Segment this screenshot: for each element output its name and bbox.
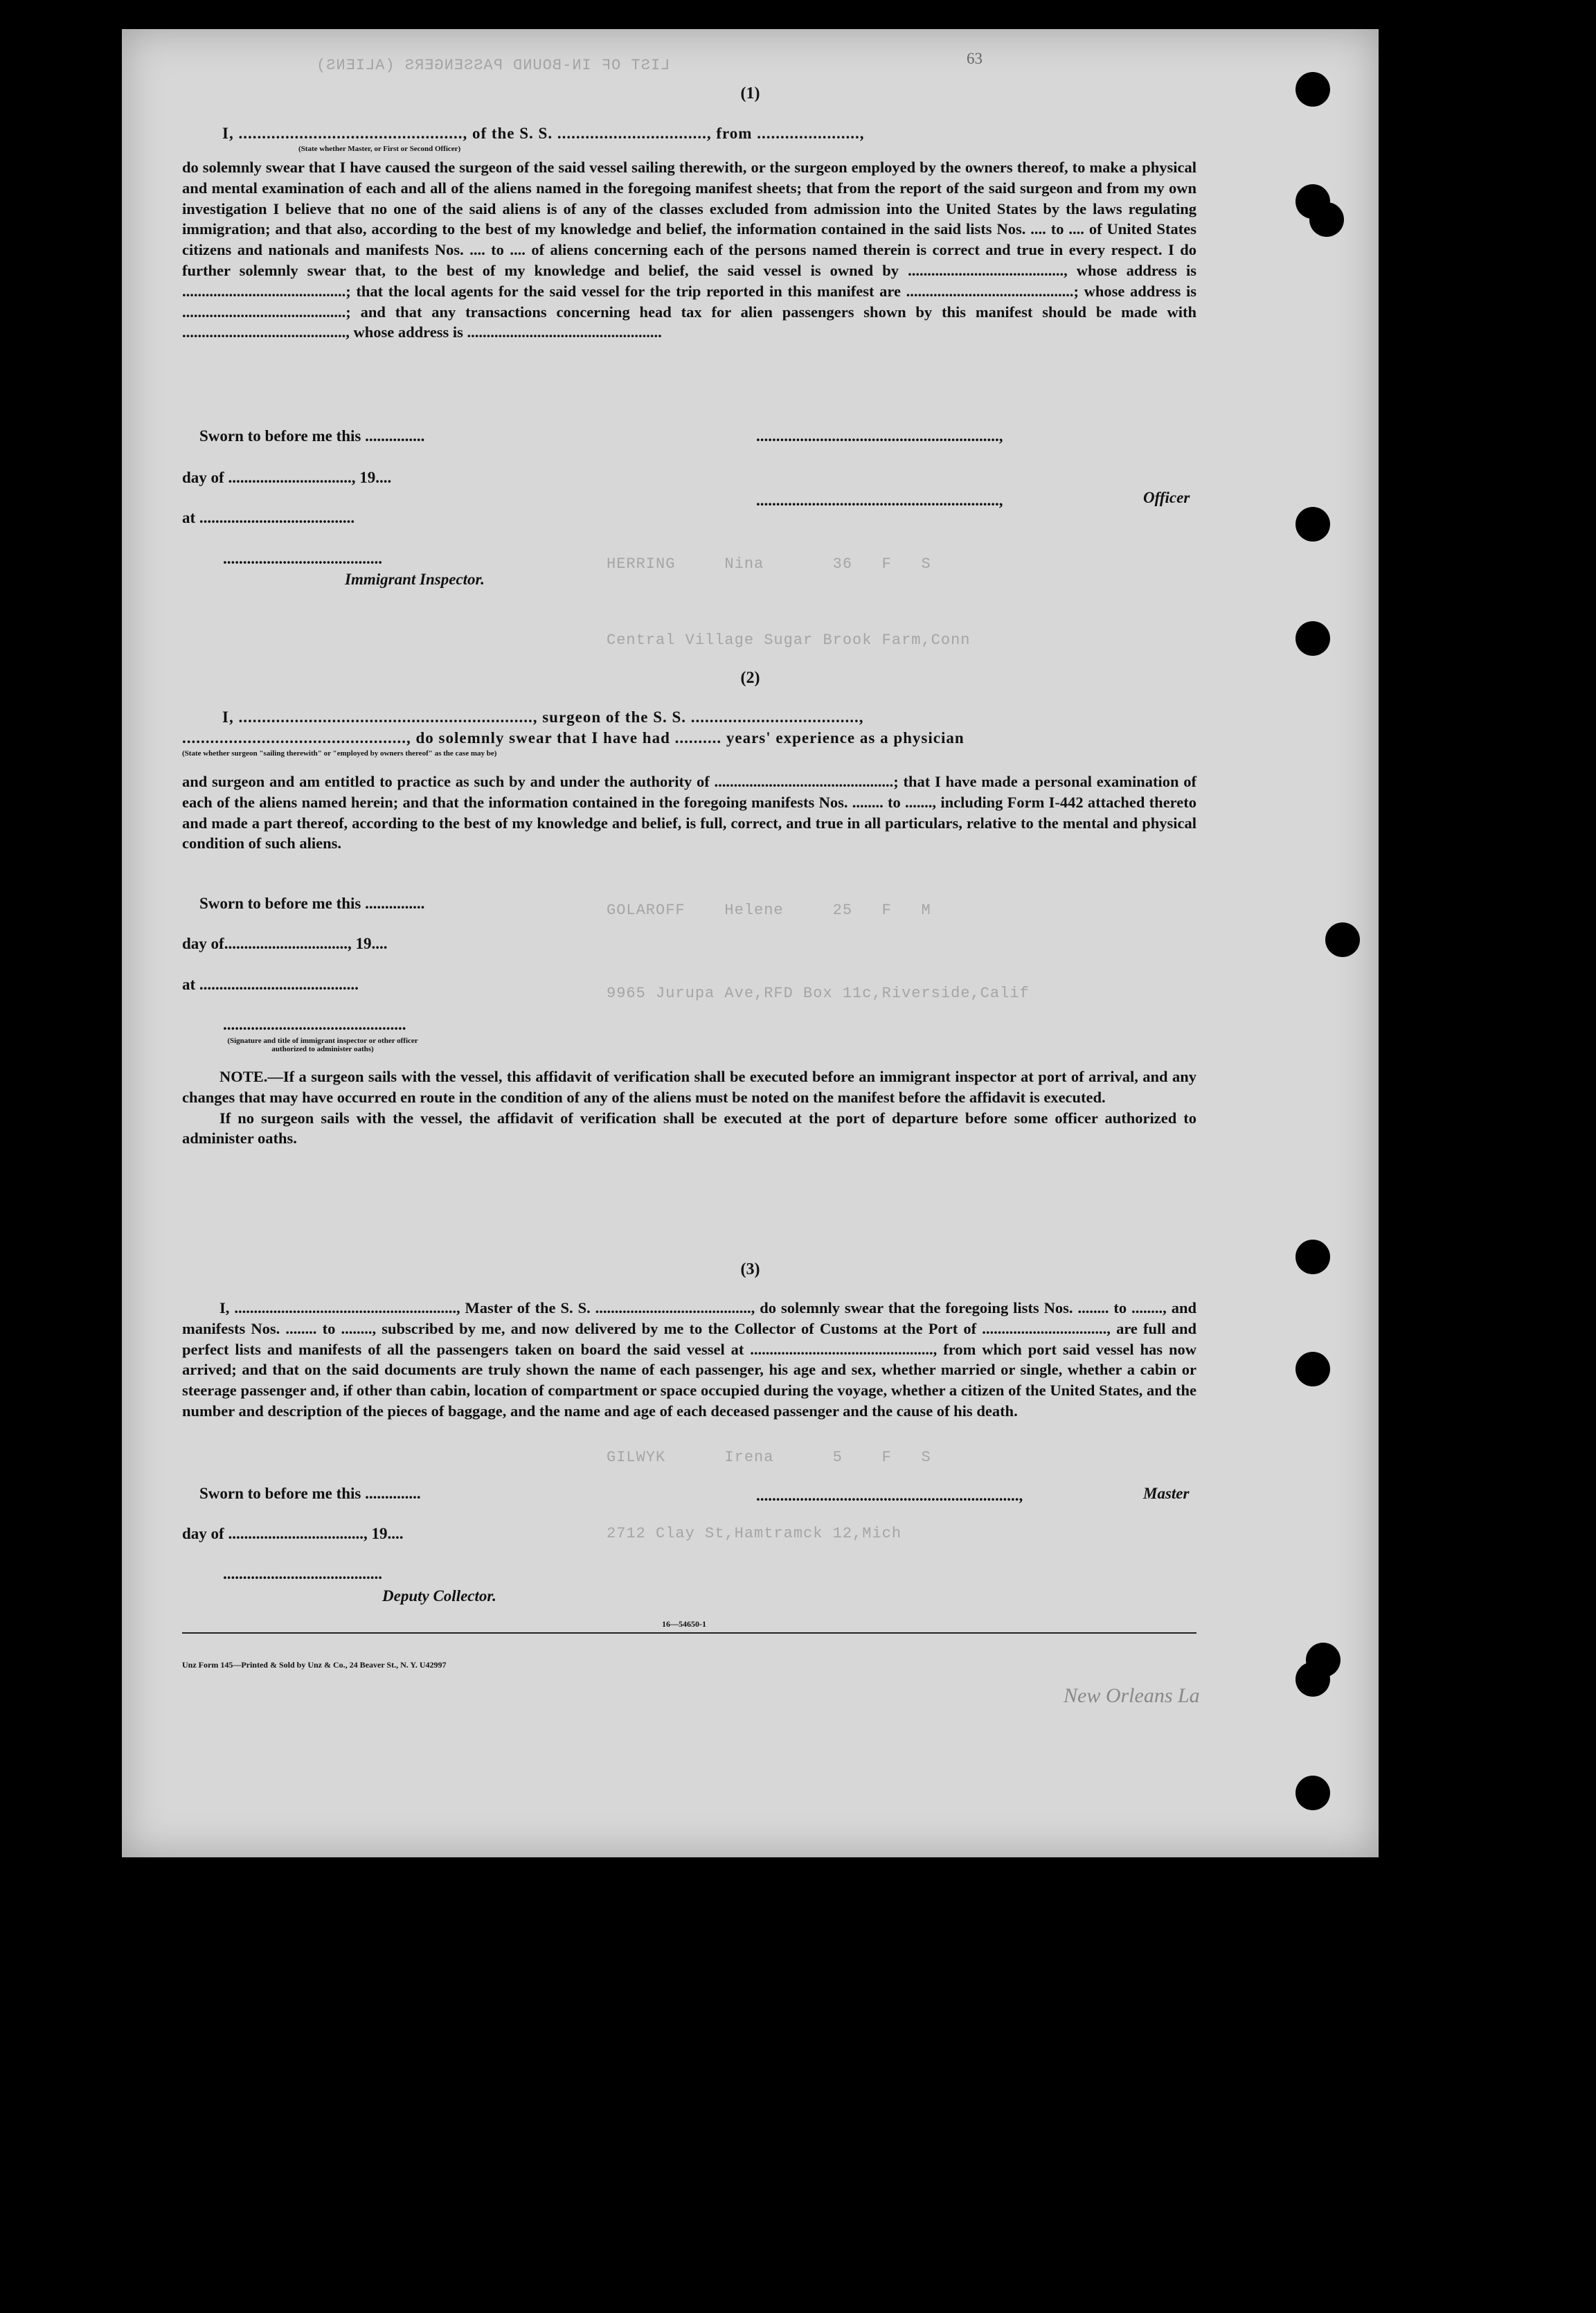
section-1-day: day of ..............................., 19.... — [182, 469, 392, 486]
section-2-paragraph — [182, 771, 1196, 854]
footer-rule — [182, 1632, 1196, 1634]
bleed-through: 9965 Jurupa Ave,RFD Box 11c,Riverside,Calif — [607, 985, 1030, 1002]
section-3-sworn: Sworn to before me this .............. — [199, 1485, 421, 1502]
handwritten-note: New Orleans La — [1064, 1684, 1200, 1707]
section-2-line-1: I, ..............................................................., surgeon of the S. S. ...................................., — [222, 708, 864, 726]
header-number: 63 — [967, 50, 983, 67]
punch-hole — [1295, 1776, 1330, 1810]
section-1-oath-caption: (State whether Master, or First or Second Officer) — [298, 145, 461, 153]
section-3-master-label: Master — [1143, 1485, 1190, 1502]
section-3-collector-label: Deputy Collector. — [382, 1587, 496, 1605]
punch-hole — [1295, 621, 1330, 656]
section-1-inspector-label: Immigrant Inspector. — [345, 571, 485, 588]
manifest-page — [122, 29, 1379, 1857]
section-1-signature-line: ........................................ — [223, 550, 382, 567]
bleed-through: GILWYK Irena 5 F S — [607, 1449, 931, 1466]
punch-hole — [1295, 1662, 1330, 1697]
bleed-through: Central Village Sugar Brook Farm,Conn — [607, 632, 971, 649]
section-3-day: day of .................................., 19.... — [182, 1525, 404, 1542]
section-2-paragraph-text: and surgeon and am entitled to practice as such by and under the authority of ..............................................; that I have made a personal examination of each of the aliens named herein; and that the information contained in the foregoing manifests Nos. ........ to ......., including Form I-442 attached thereto and made a part thereof, according to the best of my knowledge and belief, is full, correct, and true in all particulars, relative to the mental and physical condition of such aliens. — [182, 773, 1196, 852]
section-3-master-line: .................................................................., — [756, 1487, 1023, 1504]
section-1-paragraph — [182, 157, 1196, 343]
section-2-signature-line: .............................................. — [223, 1016, 406, 1033]
section-2-signature-caption-text: (Signature and title of immigrant inspector or other officer authorized to administer oaths) — [227, 1037, 418, 1053]
section-2-number: (2) — [740, 669, 760, 687]
section-2-line-2: ................................................, do solemnly swear that I have had .......... years' experience as a physician — [182, 729, 965, 747]
section-1-sworn: Sworn to before me this ............... — [199, 427, 425, 445]
section-2-caption: (State whether surgeon "sailing therewith" or "employed by owners thereof" as the case may be) — [182, 749, 497, 758]
bleed-through: HERRING Nina 36 F S — [607, 555, 931, 573]
section-1-officer-sig-line: ............................................................., — [756, 427, 1003, 445]
section-2-day: day of..............................., 19.... — [182, 935, 388, 952]
section-2-note-2: If no surgeon sails with the vessel, the affidavit of verification shall be executed at the port of departure before some officer authorized to administer oaths. — [182, 1109, 1196, 1147]
section-3-signature-line: ........................................ — [223, 1565, 382, 1582]
bleed-through: GOLAROFF Helene 25 F M — [607, 902, 931, 919]
section-2-signature-caption — [226, 1037, 420, 1053]
section-2-notes — [182, 1066, 1196, 1149]
section-1-officer-label: Officer — [1143, 489, 1190, 506]
section-3-paragraph — [182, 1298, 1196, 1422]
section-1-oath-line: I, ................................................, of the S. S. ................................, from ......................, — [222, 125, 865, 142]
section-3-paragraph-text: I, ........................................................., Master of the S. S. ........................................, do solemnly swear that the foregoing lists Nos. ........ to ........, and manifests Nos. ........ to ........, subscribed by me, and now delivered by me to the Collector of Customs at the Port of ................................, are full and perfect lists and manifests of all the passengers taken on board the said vessel at ..............................................., from which port said vessel has now arrived; and that on the said documents are truly shown the name of each passenger, his age and sex, whether married or single, whether a cabin or steerage passenger and, if other than cabin, location of compartment or space occupied during the voyage, whether a citizen of the United States, and the number and description of the pieces of baggage, and the name and age of each deceased passenger and the cause of his death. — [182, 1299, 1196, 1420]
section-1-at: at ....................................... — [182, 509, 355, 526]
punch-hole — [1309, 202, 1344, 237]
section-2-at: at ........................................ — [182, 976, 359, 993]
punch-hole — [1295, 507, 1330, 542]
bleed-through: 2712 Clay St,Hamtramck 12,Mich — [607, 1525, 902, 1542]
punch-hole — [1295, 72, 1330, 107]
section-3-number: (3) — [740, 1260, 760, 1278]
section-1-number: (1) — [740, 84, 760, 102]
section-2-sworn: Sworn to before me this ............... — [199, 895, 425, 912]
bleed-through: LIST OF IN-BOUND PASSENGERS (ALIENS) — [316, 57, 670, 74]
section-2-note-1: NOTE.—If a surgeon sails with the vessel, this affidavit of verification shall be executed before an immigrant inspector at port of arrival, and any changes that may have occurred en route in the condition of any of the aliens must be noted on the manifest before the affidavit is executed. — [182, 1068, 1196, 1106]
punch-hole — [1325, 922, 1360, 957]
punch-hole — [1295, 1352, 1330, 1386]
section-1-paragraph-text: do solemnly swear that I have caused the surgeon of the said vessel sailing therewith, or the surgeon employed by the owners thereof, to make a physical and mental examination of each and all of the aliens named in the foregoing manifest sheets; that from the report of the said surgeon and from my own investigation I believe that no one of the said aliens is of any of the classes excluded from admission into the United States by the laws regulating immigration; and that also, according to the best of my knowledge and belief, the information contained in the said lists Nos. .... to .... of United States citizens and nationals and manifests Nos. .... to .... of aliens concerning each of the persons named therein is correct and true in every respect. I do further solemnly swear that, to the best of my knowledge and belief, the said vessel is owned by ........................................, whose address is ..........................................; that the local agents for the said vessel for the trip reported in this manifest are ...........................................; whose address is ..........................................; and that any transactions concerning head tax for alien passengers shown by this manifest should be made with .........................................., whose address is .................................................. — [182, 159, 1196, 341]
footer-imprint: Unz Form 145—Printed & Sold by Unz & Co., 24 Beaver St., N. Y. U42997 — [182, 1660, 447, 1670]
section-1-officer-line: ............................................................., — [756, 492, 1003, 509]
punch-hole — [1295, 1240, 1330, 1274]
section-3-form-code: 16—54650-1 — [662, 1619, 706, 1629]
